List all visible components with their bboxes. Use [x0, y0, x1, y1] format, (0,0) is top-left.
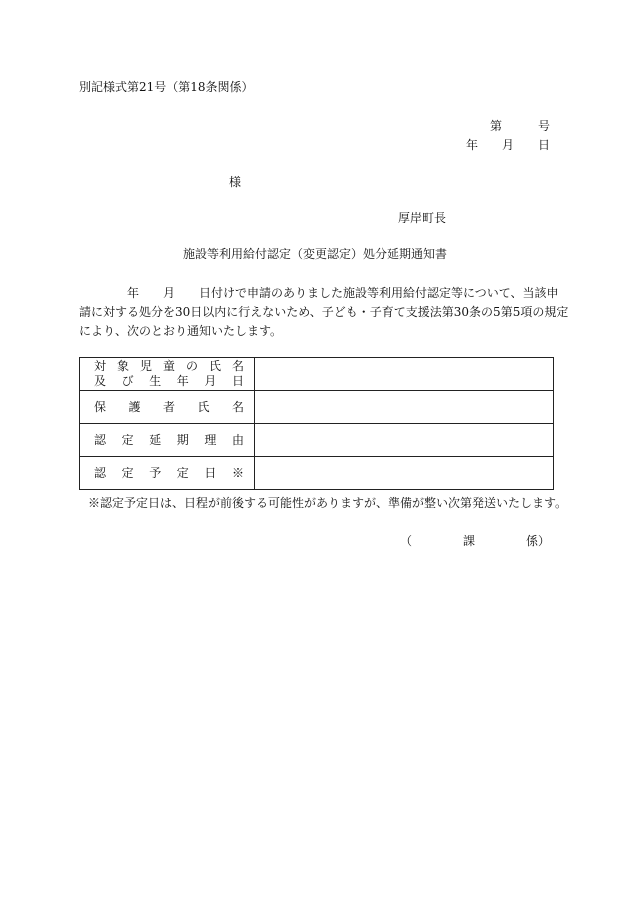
table-row [80, 424, 554, 457]
row-value-child [255, 358, 554, 391]
row-label-child [80, 358, 255, 391]
row-value-scheduled-date [255, 457, 554, 490]
row-label-line: 及 び 生 年 月 日 [94, 374, 244, 388]
table-row [80, 457, 554, 490]
row-label-line: 保 護 者 氏 名 [94, 399, 244, 414]
row-value-guardian [255, 391, 554, 424]
contact-section [400, 534, 550, 548]
row-label-reason [80, 424, 255, 457]
row-value-reason [255, 424, 554, 457]
document-number: 第 号 [489, 119, 550, 133]
table-row [80, 391, 554, 424]
notification-table [79, 357, 554, 490]
issuer-name: 厚岸町長 [398, 211, 447, 225]
row-label-line: 対 象 児 童 の 氏 名 [94, 359, 244, 373]
contact-close-label: 係） [525, 534, 550, 548]
body-paragraph [79, 284, 569, 341]
form-label: 別記様式第21号（第18条関係） [79, 80, 254, 94]
row-label-guardian [80, 391, 255, 424]
document-date: 年 月 日 [465, 138, 550, 152]
row-label-line: 認 定 予 定 日 ※ [94, 465, 244, 480]
body-line: 請に対する処分を30日以内に行えないため、子ども・子育て支援法第30条の5第5項の規定 [79, 305, 569, 319]
row-label-line: 認 定 延 期 理 由 [94, 432, 244, 447]
contact-section-label: 課 [462, 534, 475, 548]
body-line: 年 月 日付けで申請のありました施設等利用給付認定等について、当該申 [79, 286, 559, 300]
row-label-scheduled-date [80, 457, 255, 490]
footnote: ※認定予定日は、日程が前後する可能性がありますが、準備が整い次第発送いたします。 [88, 496, 568, 510]
contact-open-paren: （ [400, 534, 413, 548]
table-row [80, 358, 554, 391]
document-title: 施設等利用給付認定（変更認定）処分延期通知書 [182, 247, 447, 261]
addressee-honorific: 様 [229, 175, 242, 189]
body-line: により、次のとおり通知いたします。 [79, 324, 283, 338]
